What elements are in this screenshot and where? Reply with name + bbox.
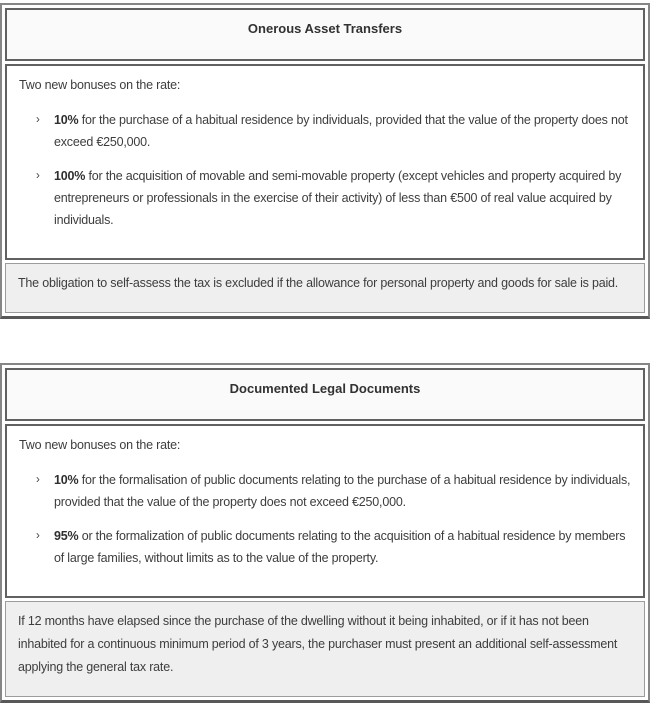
- bullet-text: [54, 529, 625, 565]
- bullet-percentage: 100%: [54, 169, 86, 183]
- section-title: Onerous Asset Transfers: [247, 21, 403, 36]
- intro-text: Two new bonuses on the rate:: [19, 78, 181, 92]
- chevron-right-icon: ›: [36, 530, 40, 542]
- section-header: [5, 368, 645, 421]
- bullet-item: [19, 469, 631, 513]
- bullet-percentage: 10%: [54, 473, 79, 487]
- bullet-list: [19, 109, 631, 231]
- bullet-description: for the formalisation of public documents relating to the purchase of a habitual residence by individuals, provided that the value of the property does not exceed €250,000.: [54, 473, 631, 509]
- footer-text: If 12 months have elapsed since the purchase of the dwelling without it being inhabited, or if it has not been inhabited for a continuous minimum period of 3 years, the purchaser must present an additional self-assessment applying the general tax rate.: [18, 614, 618, 674]
- bullet-text: [54, 169, 621, 227]
- bullet-percentage: 95%: [54, 529, 79, 543]
- bullet-item: [19, 109, 631, 153]
- bullet-text: [54, 113, 628, 149]
- chevron-right-icon: ›: [36, 170, 40, 182]
- bullet-item: [19, 525, 631, 569]
- section-footer: [5, 601, 645, 697]
- bullet-description: or the formalization of public documents relating to the acquisition of a habitual residence by members of large families, without limits as to the value of the property.: [54, 529, 626, 565]
- bullet-percentage: 10%: [54, 113, 79, 127]
- section-content: [5, 424, 645, 598]
- intro-text: Two new bonuses on the rate:: [19, 438, 181, 452]
- bullet-list: [19, 469, 631, 569]
- section-panel-1: [0, 3, 650, 319]
- section-panel-2: [0, 363, 650, 703]
- section-title: Documented Legal Documents: [229, 381, 421, 396]
- chevron-right-icon: ›: [36, 114, 40, 126]
- bullet-item: [19, 165, 631, 231]
- section-content: [5, 64, 645, 260]
- bullet-description: for the acquisition of movable and semi-movable property (except vehicles and property acquired by entrepreneurs or professionals in the exercise of their activity) of less than €500 of real value acquired by individuals.: [54, 169, 622, 227]
- bullet-text: [54, 473, 630, 509]
- section-footer: [5, 263, 645, 313]
- chevron-right-icon: ›: [36, 474, 40, 486]
- footer-text: The obligation to self-assess the tax is excluded if the allowance for personal property and goods for sale is paid.: [18, 276, 619, 290]
- section-header: [5, 8, 645, 61]
- bullet-description: for the purchase of a habitual residence by individuals, provided that the value of the property does not exceed €250,000.: [54, 113, 628, 149]
